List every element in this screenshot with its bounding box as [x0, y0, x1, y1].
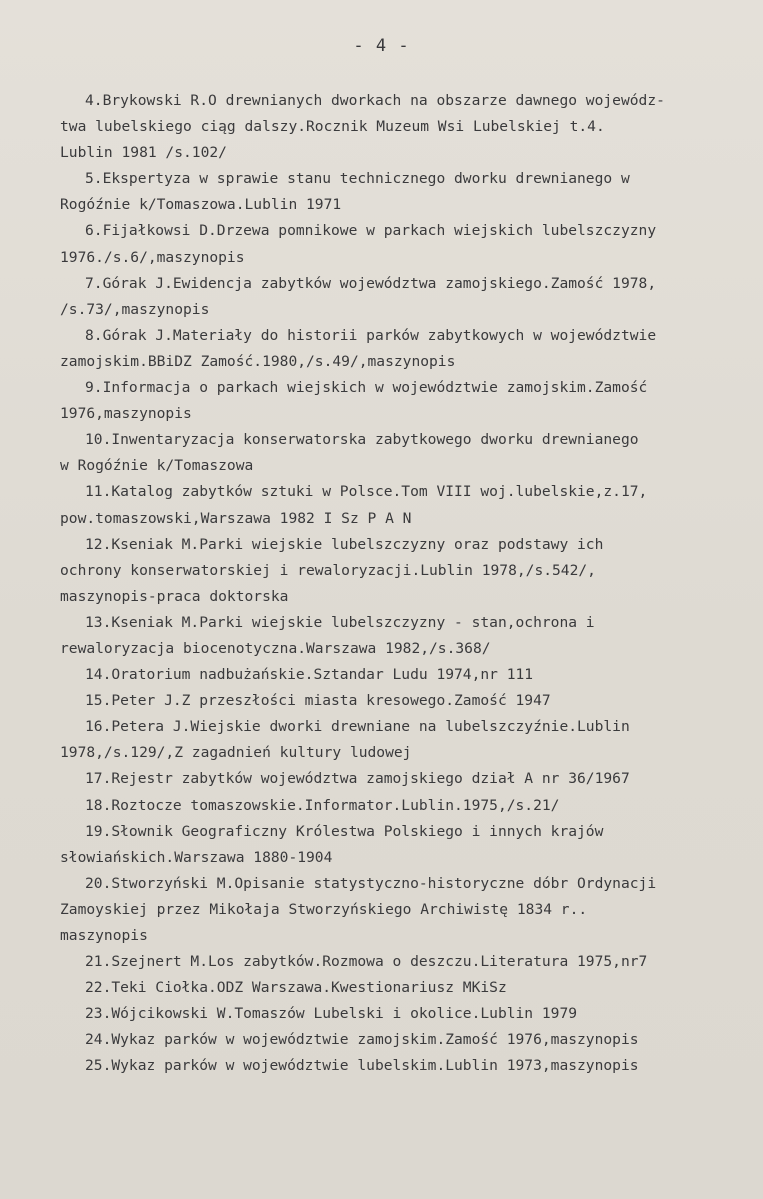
entry-first-line: 22.Teki Ciołka.ODZ Warszawa.Kwestionariusz MKiSz: [85, 979, 507, 997]
entry-continuation-line: Lublin 1981 /s.102/: [60, 144, 227, 162]
entry-first-line: 17.Rejestr zabytków województwa zamojskiego dział A nr 36/1967: [85, 770, 630, 788]
entry-first-line: 12.Kseniak M.Parki wiejskie lubelszczyzny oraz podstawy ich: [85, 535, 604, 553]
bibliography-entry: [60, 688, 760, 714]
entry-first-line: 8.Górak J.Materiały do historii parków zabytkowych w województwie: [85, 326, 657, 344]
entry-first-line: 24.Wykaz parków w województwie zamojskim.Zamość 1976,maszynopis: [85, 1031, 639, 1049]
bibliography-entry: [60, 1053, 760, 1079]
bibliography-entry: [60, 1001, 760, 1027]
bibliography-entry: [60, 714, 760, 766]
entry-continuation-line: 1976./s.6/,maszynopis: [60, 248, 245, 266]
entry-first-line: 19.Słownik Geograficzny Królestwa Polskiego i innych krajów: [85, 822, 604, 840]
entry-first-line: 5.Ekspertyza w sprawie stanu technicznego dworku drewnianego w: [85, 170, 630, 188]
entry-first-line: 23.Wójcikowski W.Tomaszów Lubelski i okolice.Lublin 1979: [85, 1005, 578, 1023]
entry-first-line: 10.Inwentaryzacja konserwatorska zabytkowego dworku drewnianego: [85, 431, 639, 449]
entry-continuation-line: w Rogóźnie k/Tomaszowa: [60, 457, 254, 475]
bibliography-entry: [60, 375, 760, 427]
entry-first-line: 18.Roztocze tomaszowskie.Informator.Lublin.1975,/s.21/: [85, 796, 560, 814]
bibliography-entry: [60, 427, 760, 479]
bibliography-entry: [60, 166, 760, 218]
bibliography-entry: [60, 479, 760, 531]
bibliography-entry: [60, 323, 760, 375]
entry-continuation-line: rewaloryzacja biocenotyczna.Warszawa 1982,/s.368/: [60, 639, 491, 657]
page-number: - 4 -: [353, 36, 410, 56]
bibliography-entry: [60, 532, 760, 610]
entry-first-line: 4.Brykowski R.O drewnianych dworkach na obszarze dawnego wojewódz-: [85, 92, 665, 109]
entry-continuation-line: maszynopis: [60, 927, 148, 944]
bibliography-entry: [60, 610, 760, 662]
entry-continuation-line: 1976,maszynopis: [60, 405, 192, 423]
bibliography-list: [60, 88, 760, 1080]
bibliography-entry: [60, 271, 760, 323]
entry-first-line: 7.Górak J.Ewidencja zabytków województwa zamojskiego.Zamość 1978,: [85, 274, 657, 292]
entry-first-line: 11.Katalog zabytków sztuki w Polsce.Tom VIII woj.lubelskie,z.17,: [85, 483, 648, 501]
bibliography-entry: [60, 871, 760, 949]
entry-continuation-line: 1978,/s.129/,Z zagadnień kultury ludowej: [60, 744, 412, 762]
entry-continuation-line: Rogóźnie k/Tomaszowa.Lublin 1971: [60, 196, 342, 214]
bibliography-entry: [60, 766, 760, 792]
bibliography-entry: [60, 975, 760, 1001]
bibliography-entry: [60, 1027, 760, 1053]
bibliography-entry: [60, 662, 760, 688]
entry-first-line: 6.Fijałkowsi D.Drzewa pomnikowe w parkach wiejskich lubelszczyzny: [85, 222, 657, 240]
bibliography-entry: [60, 819, 760, 871]
entry-continuation-line: /s.73/,maszynopis: [60, 300, 210, 318]
entry-continuation-line: twa lubelskiego ciąg dalszy.Rocznik Muzeum Wsi Lubelskiej t.4.: [60, 118, 605, 136]
entry-first-line: 25.Wykaz parków w województwie lubelskim.Lublin 1973,maszynopis: [85, 1057, 639, 1075]
entry-first-line: 13.Kseniak M.Parki wiejskie lubelszczyzny - stan,ochrona i: [85, 613, 595, 631]
bibliography-entry: [60, 949, 760, 975]
entry-continuation-line: Zamoyskiej przez Mikołaja Stworzyńskiego Archiwistę 1834 r..: [60, 900, 588, 918]
entry-continuation-line: zamojskim.BBiDZ Zamość.1980,/s.49/,maszynopis: [60, 352, 456, 370]
entry-continuation-line: maszynopis-praca doktorska: [60, 587, 289, 605]
bibliography-entry: [60, 793, 760, 819]
bibliography-entry: [60, 88, 760, 166]
entry-first-line: 9.Informacja o parkach wiejskich w województwie zamojskim.Zamość: [85, 379, 648, 397]
entry-first-line: 21.Szejnert M.Los zabytków.Rozmowa o deszczu.Literatura 1975,nr7: [85, 953, 648, 971]
entry-continuation-line: ochrony konserwatorskiej i rewaloryzacji.Lublin 1978,/s.542/,: [60, 561, 596, 579]
entry-continuation-line: słowiańskich.Warszawa 1880-1904: [60, 848, 333, 866]
entry-first-line: 14.Oratorium nadbużańskie.Sztandar Ludu 1974,nr 111: [85, 666, 534, 684]
entry-first-line: 15.Peter J.Z przeszłości miasta kresowego.Zamość 1947: [85, 692, 551, 710]
entry-first-line: 16.Petera J.Wiejskie dworki drewniane na lubelszczyźnie.Lublin: [85, 718, 630, 736]
entry-continuation-line: pow.tomaszowski,Warszawa 1982 I Sz P A N: [60, 509, 412, 527]
bibliography-entry: [60, 218, 760, 270]
entry-first-line: 20.Stworzyński M.Opisanie statystyczno-historyczne dóbr Ordynacji: [85, 874, 657, 892]
